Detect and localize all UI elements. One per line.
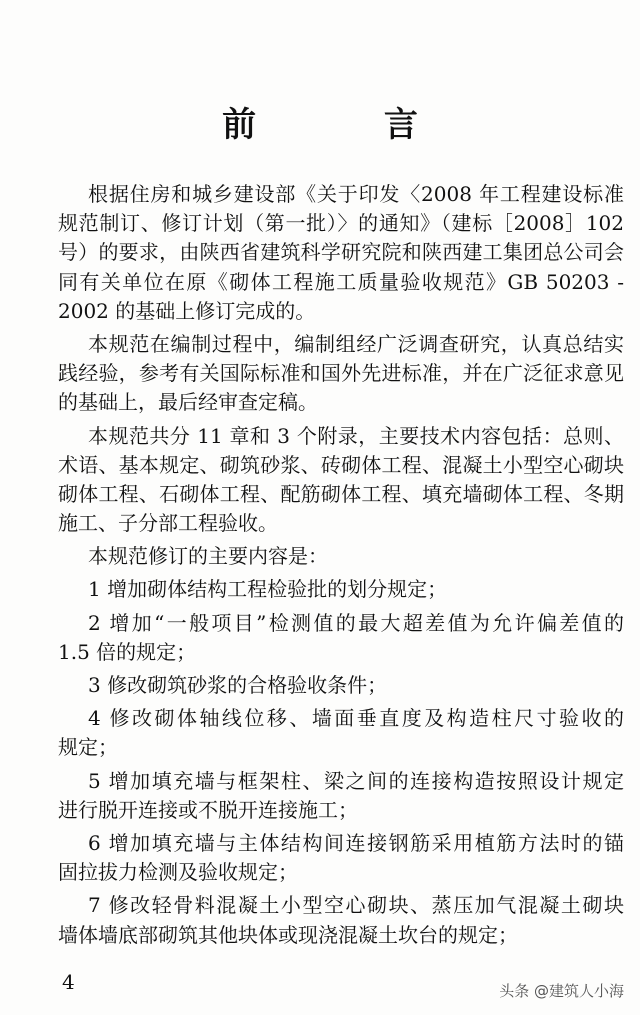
text-line: 同有关单位在原《砌体工程施工质量验收规范》GB 50203 - <box>58 269 624 294</box>
text-line: 的基础上，最后经审查定稿。 <box>58 390 318 415</box>
text-line: 进行脱开连接或不脱开连接施工； <box>58 797 358 822</box>
paragraph <box>58 180 624 326</box>
text-line: 1.5 倍的规定； <box>58 639 197 664</box>
paragraph <box>58 330 624 418</box>
text-line: 7 修改轻骨料混凝土小型空心砌块、蒸压加气混凝土砌块 <box>88 893 624 918</box>
text-line: 本规范在编制过程中，编制组经广泛调查研究，认真总结实 <box>88 331 624 356</box>
list-item <box>58 704 624 762</box>
paragraph <box>58 422 624 539</box>
text-line: 3 修改砌筑砂浆的合格验收条件； <box>88 673 388 697</box>
list-item <box>58 609 624 667</box>
text-line: 1 增加砌体结构工程检验批的划分规定； <box>88 577 448 602</box>
text-line: 墙体墙底部砌筑其他块体或现浇混凝土坎台的规定； <box>58 922 518 947</box>
text-line: 砌体工程、石砌体工程、配筋砌体工程、填充墙砌体工程、冬期 <box>58 481 624 506</box>
text-line: 2002 的基础上修订完成的。 <box>58 298 316 323</box>
paragraph <box>58 542 624 571</box>
text-line: 2 增加“一般项目”检测值的最大超差值为允许偏差值的 <box>88 610 624 635</box>
text-line: 本规范共分 11 章和 3 个附录，主要技术内容包括：总则、 <box>88 423 624 448</box>
text-line: 固拉拔力检测及验收规定； <box>58 860 298 885</box>
list-item <box>58 829 624 887</box>
text-line: 践经验，参考有关国际标准和国外先进标准，并在广泛征求意见 <box>58 361 624 386</box>
text-line: 根据住房和城乡建设部《关于印发〈2008 年工程建设标准 <box>88 182 624 206</box>
text-line: 5 增加填充墙与框架柱、梁之间的连接构造按照设计规定 <box>88 768 624 793</box>
text-line: 6 增加填充墙与主体结构间连接钢筋采用植筋方法时的锚 <box>88 830 624 855</box>
list-item <box>58 891 624 949</box>
text-line: 术语、基本规定、砌筑砂浆、砖砌体工程、混凝土小型空心砌块 <box>58 452 624 477</box>
list-item <box>58 671 624 700</box>
page-title: 前 言 <box>222 105 476 145</box>
body-text <box>58 180 624 950</box>
text-line: 4 修改砌体轴线位移、墙面垂直度及构造柱尺寸验收的 <box>88 706 624 731</box>
text-line: 规定； <box>58 735 118 760</box>
text-line: 本规范修订的主要内容是： <box>88 544 328 569</box>
watermark: 头条 @建筑人小海 <box>499 982 624 1000</box>
list-item <box>58 575 624 604</box>
text-line: 规范制订、修订计划（第一批）〉的通知》（建标［2008］102 <box>58 211 624 236</box>
text-line: 号）的要求，由陕西省建筑科学研究院和陕西建工集团总公司会 <box>58 240 624 265</box>
page-number: 4 <box>62 970 75 994</box>
list-item <box>58 767 624 825</box>
text-line: 施工、子分部工程验收。 <box>58 511 278 536</box>
